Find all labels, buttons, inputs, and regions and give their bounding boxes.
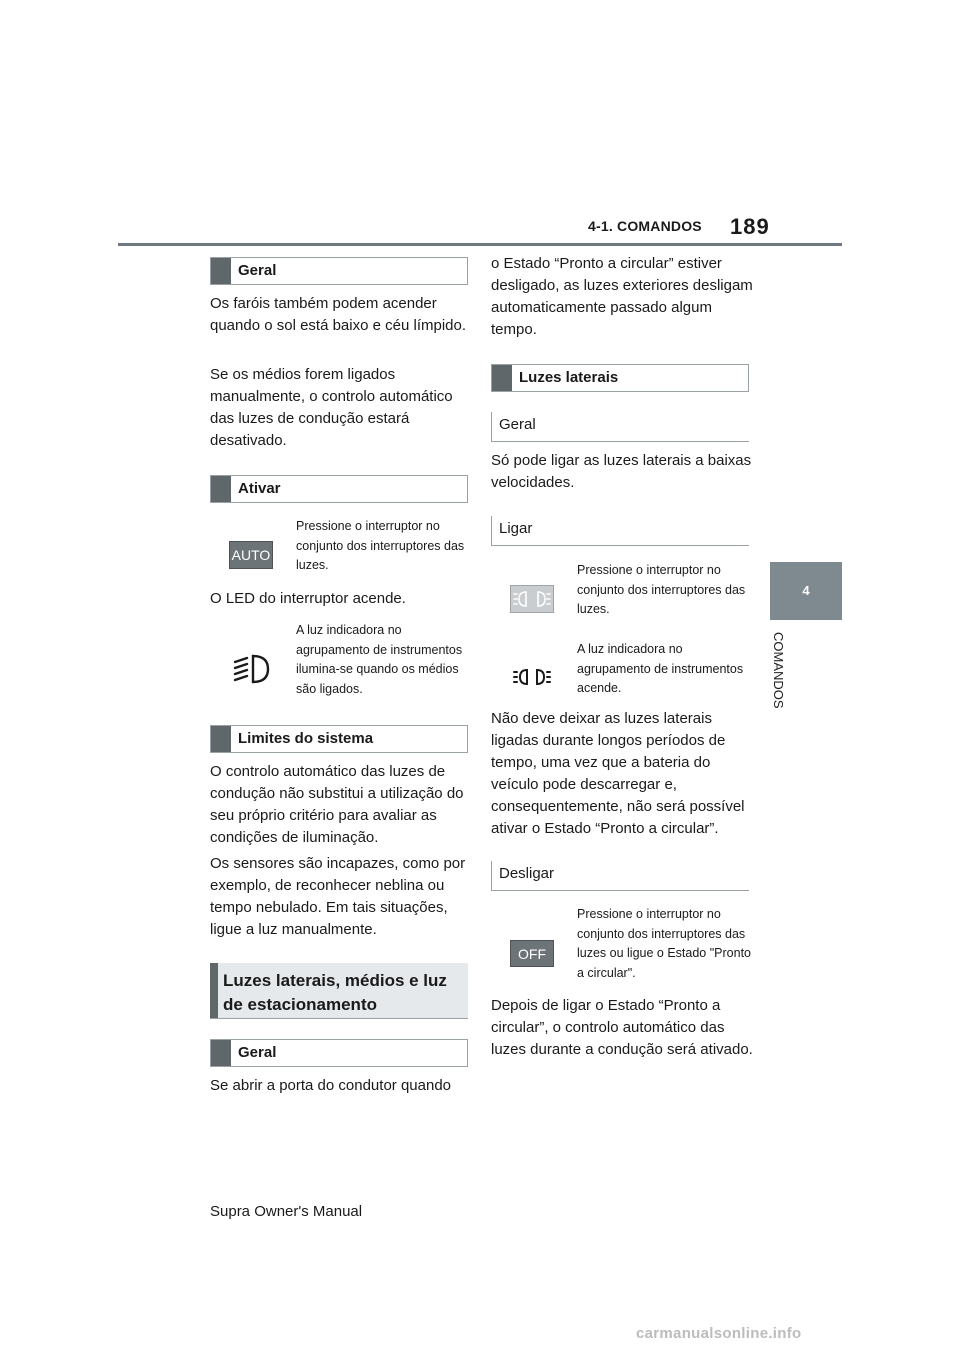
paragraph: Se os médios forem ligados manualmente, o controlo automático das luzes de condução estará desativado. <box>210 366 453 449</box>
chapter-title: 4-1. COMANDOS <box>588 218 702 234</box>
off-button-icon: OFF <box>510 940 554 967</box>
subsection-header-desligar: Desligar <box>491 861 749 891</box>
footer-watermark[interactable]: carmanualsonline.info <box>636 1325 802 1342</box>
auto-instruction: Pressione o interruptor no conjunto dos interruptores das luzes. <box>296 519 465 572</box>
side-lights-indicator-icon <box>512 666 552 688</box>
side-lights-button-icon <box>510 585 554 613</box>
low-beam-indicator-icon <box>231 652 271 686</box>
subsection-header-ligar: Ligar <box>491 516 749 546</box>
paragraph: O controlo automático das luzes de condução não substitui a utilização do seu próprio critério para avaliar as condições de iluminação. <box>210 763 464 846</box>
side-lights-icon <box>511 586 553 612</box>
paragraph: Depois de ligar o Estado “Pronto a circular”, o controlo automático das luzes durante a condução será ativado. <box>491 997 753 1058</box>
indicator-instruction: A luz indicadora no agrupamento de instrumentos acende. <box>577 642 744 695</box>
low-beam-instruction: A luz indicadora no agrupamento de instrumentos ilumina-se quando os médios são ligados. <box>296 623 463 696</box>
paragraph: Se abrir a porta do condutor quando <box>210 1077 452 1094</box>
section-header-ativar: Ativar <box>210 475 468 503</box>
paragraph: O LED do interruptor acende. <box>210 590 406 607</box>
chapter-tab-number: 4 <box>802 583 810 598</box>
chapter-tab <box>770 562 842 620</box>
chapter-tab-label: COMANDOS <box>771 632 786 709</box>
page-number: 189 <box>730 214 770 239</box>
paragraph: Os faróis também podem acender quando o sol está baixo e céu límpido. <box>210 295 467 334</box>
section-header-geral: Geral <box>210 257 468 285</box>
paragraph: Não deve deixar as luzes laterais ligadas durante longos períodos de tempo, uma vez que a bateria do veículo pode descarregar e, consequentemente, não será possível ativar o Estado “Pronto a circular”. <box>491 710 745 837</box>
section-header-limites: Limites do sistema <box>210 725 468 753</box>
side-lights-instruction: Pressione o interruptor no conjunto dos interruptores das luzes. <box>577 563 746 616</box>
paragraph: Os sensores são incapazes, como por exemplo, de reconhecer neblina ou tempo nebulado. Em tais situações, ligue a luz manualmente. <box>210 855 466 938</box>
header-rule <box>118 243 842 246</box>
auto-button-icon: AUTO <box>229 541 273 569</box>
main-section-header: Luzes laterais, médios e luz de estacionamento <box>210 963 468 1019</box>
section-header-geral: Geral <box>210 1039 468 1067</box>
off-instruction: Pressione o interruptor no conjunto dos interruptores das luzes ou ligue o Estado "Pronto a circular". <box>577 907 751 980</box>
paragraph: Só pode ligar as luzes laterais a baixas velocidades. <box>491 452 752 491</box>
subsection-header-geral: Geral <box>491 412 749 442</box>
footer-manual-title: Supra Owner's Manual <box>210 1203 363 1220</box>
section-header-luzes-laterais: Luzes laterais <box>491 364 749 392</box>
paragraph: o Estado “Pronto a circular” estiver desligado, as luzes exteriores desligam automaticamente passado algum tempo. <box>491 255 753 338</box>
